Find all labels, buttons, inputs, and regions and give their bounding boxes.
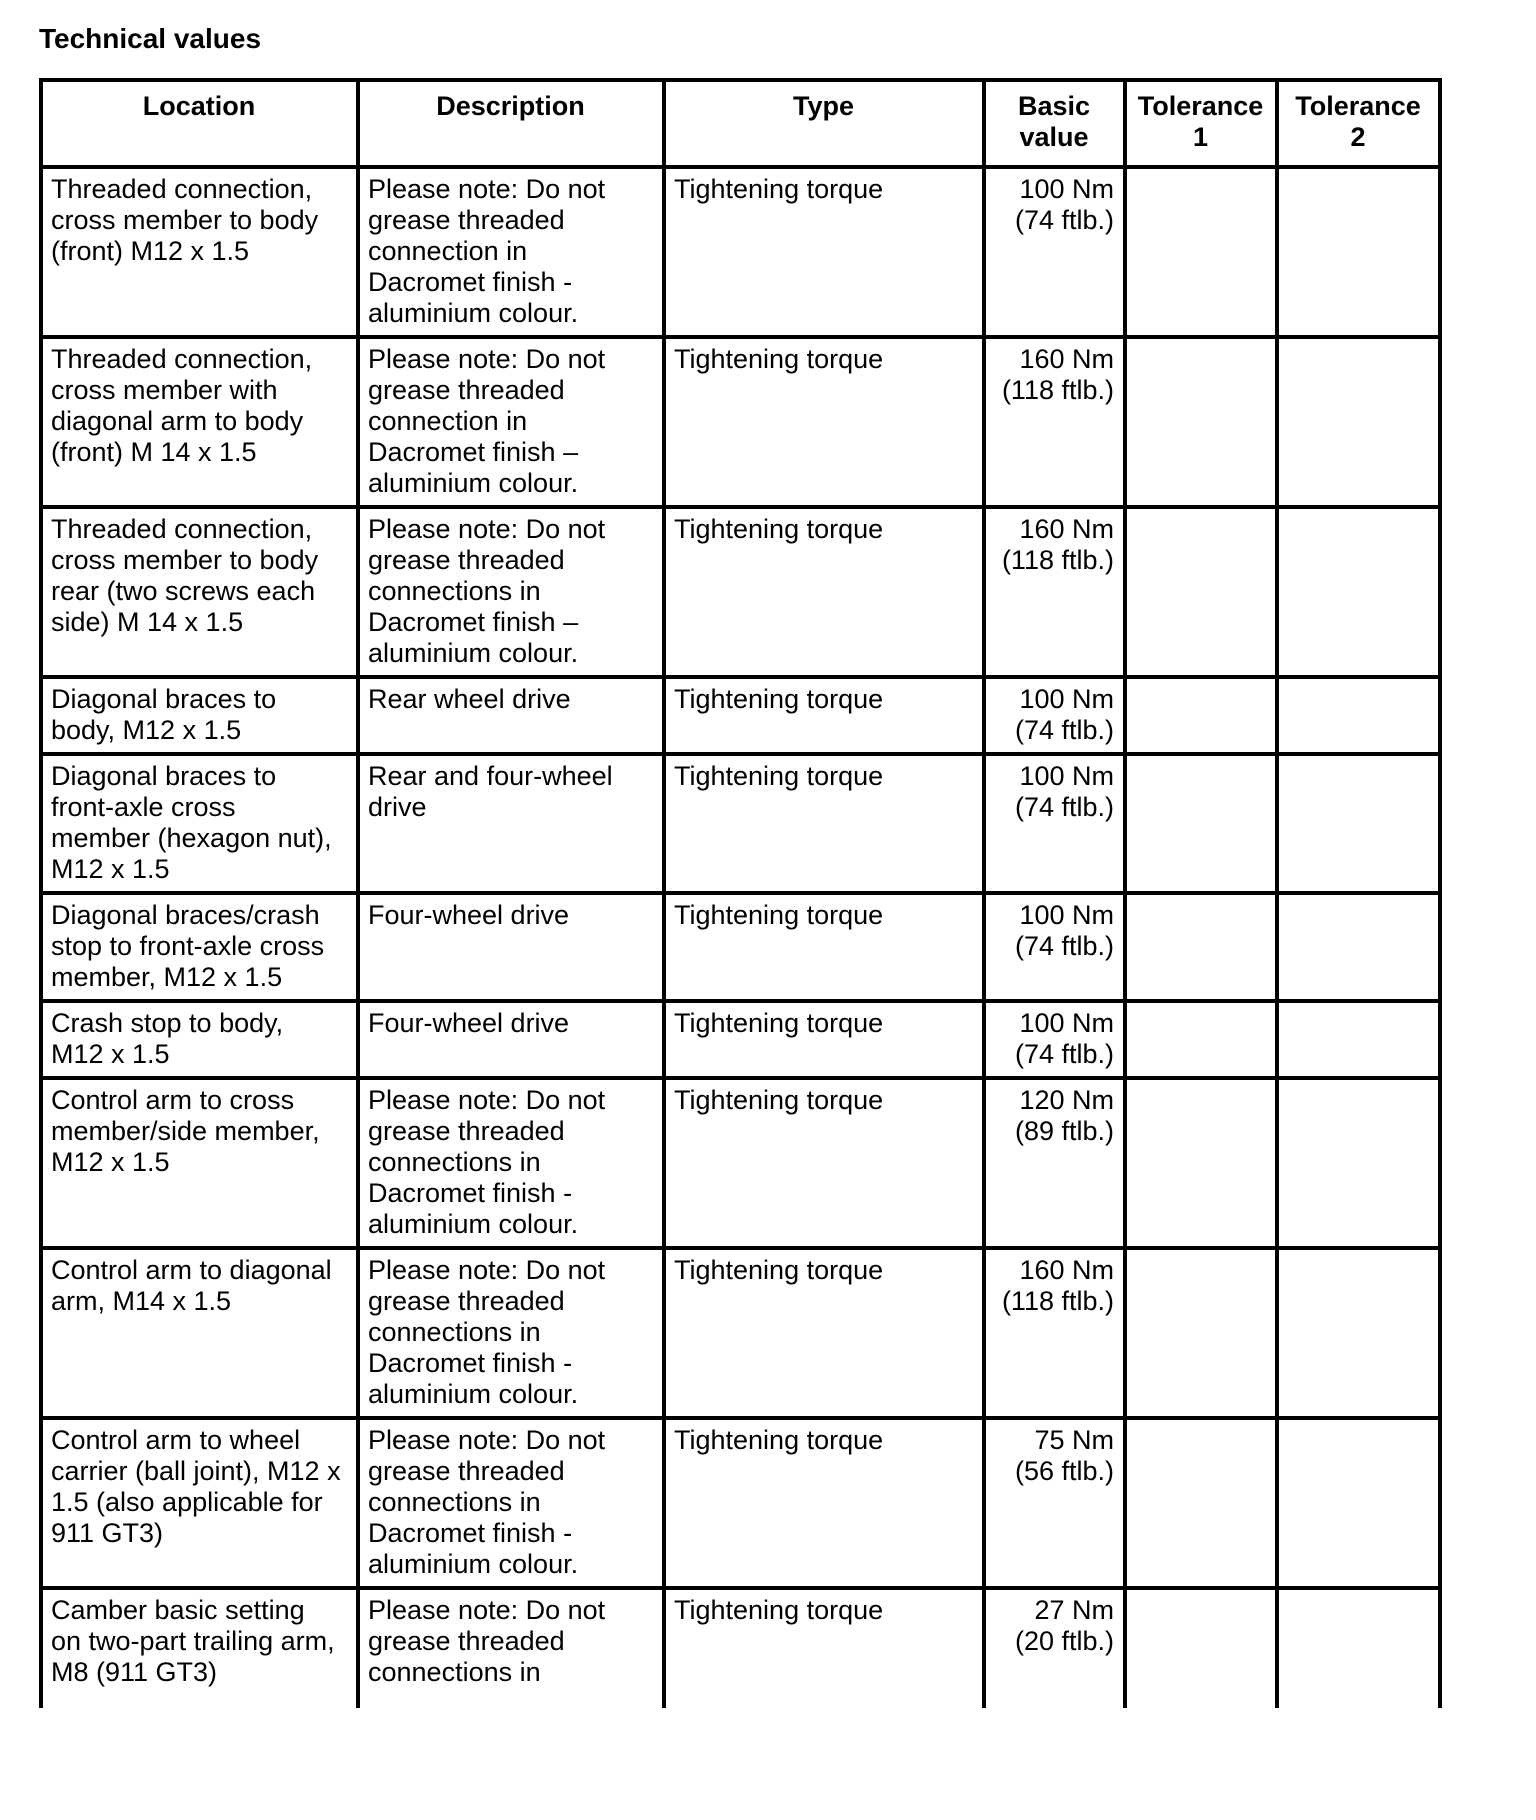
cell-tolerance-2: [1277, 677, 1440, 754]
cell-tolerance-1: [1125, 167, 1277, 337]
table-row: [41, 1418, 1440, 1588]
cell-tolerance-1: [1125, 1418, 1277, 1588]
table-row: [41, 893, 1440, 1001]
cell-tolerance-1: [1125, 677, 1277, 754]
cell-tolerance-1: [1125, 1078, 1277, 1248]
cell-location: Threaded connection, cross member to body rear (two screws each side) M 14 x 1.5: [41, 507, 358, 677]
cell-basic-value: 160 Nm (118 ftlb.): [984, 1248, 1125, 1418]
cell-tolerance-2: [1277, 1588, 1440, 1708]
cell-tolerance-2: [1277, 893, 1440, 1001]
header-location: Location: [41, 80, 358, 167]
cell-tolerance-1: [1125, 1588, 1277, 1708]
cell-description: Rear wheel drive: [358, 677, 664, 754]
table-row: [41, 167, 1440, 337]
cell-location: Diagonal braces/crash stop to front-axle cross member, M12 x 1.5: [41, 893, 358, 1001]
cell-basic-value: 160 Nm (118 ftlb.): [984, 337, 1125, 507]
cell-location: Control arm to cross member/side member, M12 x 1.5: [41, 1078, 358, 1248]
cell-type: Tightening torque: [664, 893, 984, 1001]
table-row: [41, 754, 1440, 893]
table-row: [41, 1248, 1440, 1418]
cell-tolerance-2: [1277, 1418, 1440, 1588]
cell-description: Please note: Do not grease threaded connections in: [358, 1588, 664, 1708]
cell-tolerance-1: [1125, 893, 1277, 1001]
page-title: Technical values: [39, 23, 262, 54]
cell-location: Crash stop to body, M12 x 1.5: [41, 1001, 358, 1078]
cell-type: Tightening torque: [664, 1001, 984, 1078]
cell-type: Tightening torque: [664, 507, 984, 677]
cell-location: Diagonal braces to body, M12 x 1.5: [41, 677, 358, 754]
technical-values-table: [39, 78, 1442, 1708]
cell-location: Threaded connection, cross member to body (front) M12 x 1.5: [41, 167, 358, 337]
table-row: [41, 337, 1440, 507]
cell-type: Tightening torque: [664, 167, 984, 337]
cell-description: Four-wheel drive: [358, 1001, 664, 1078]
table-row: [41, 677, 1440, 754]
cell-description: Please note: Do not grease threaded connection in Dacromet finish – aluminium colour.: [358, 337, 664, 507]
table-body: [41, 167, 1440, 1708]
cell-tolerance-1: [1125, 337, 1277, 507]
cell-tolerance-2: [1277, 1078, 1440, 1248]
table-row: [41, 507, 1440, 677]
cell-tolerance-2: [1277, 337, 1440, 507]
header-type: Type: [664, 80, 984, 167]
cell-basic-value: 100 Nm (74 ftlb.): [984, 677, 1125, 754]
cell-type: Tightening torque: [664, 1588, 984, 1708]
cell-location: Camber basic setting on two-part trailing arm, M8 (911 GT3): [41, 1588, 358, 1708]
cell-tolerance-2: [1277, 1001, 1440, 1078]
cell-type: Tightening torque: [664, 1248, 984, 1418]
cell-location: Threaded connection, cross member with diagonal arm to body (front) M 14 x 1.5: [41, 337, 358, 507]
cell-description: Four-wheel drive: [358, 893, 664, 1001]
cell-location: Control arm to wheel carrier (ball joint), M12 x 1.5 (also applicable for 911 GT3): [41, 1418, 358, 1588]
cell-basic-value: 100 Nm (74 ftlb.): [984, 1001, 1125, 1078]
header-tolerance-1: Tolerance 1: [1125, 80, 1277, 167]
cell-tolerance-2: [1277, 754, 1440, 893]
cell-basic-value: 100 Nm (74 ftlb.): [984, 893, 1125, 1001]
cell-description: Please note: Do not grease threaded connections in Dacromet finish - aluminium colour.: [358, 1248, 664, 1418]
header-tolerance-2: Tolerance 2: [1277, 80, 1440, 167]
cell-tolerance-1: [1125, 1248, 1277, 1418]
cell-location: Control arm to diagonal arm, M14 x 1.5: [41, 1248, 358, 1418]
cell-description: Please note: Do not grease threaded connections in Dacromet finish - aluminium colour.: [358, 1418, 664, 1588]
cell-description: Please note: Do not grease threaded connection in Dacromet finish - aluminium colour.: [358, 167, 664, 337]
cell-type: Tightening torque: [664, 1078, 984, 1248]
cell-basic-value: 100 Nm (74 ftlb.): [984, 167, 1125, 337]
cell-description: Please note: Do not grease threaded connections in Dacromet finish – aluminium colour.: [358, 507, 664, 677]
cell-tolerance-2: [1277, 507, 1440, 677]
cell-basic-value: 160 Nm (118 ftlb.): [984, 507, 1125, 677]
cell-description: Rear and four-wheel drive: [358, 754, 664, 893]
cell-tolerance-2: [1277, 167, 1440, 337]
table-header: [41, 80, 1440, 167]
header-description: Description: [358, 80, 664, 167]
cell-type: Tightening torque: [664, 1418, 984, 1588]
cell-type: Tightening torque: [664, 337, 984, 507]
header-basic-value: Basic value: [984, 80, 1125, 167]
cell-description: Please note: Do not grease threaded connections in Dacromet finish - aluminium colour.: [358, 1078, 664, 1248]
cell-tolerance-1: [1125, 754, 1277, 893]
table-row: [41, 1078, 1440, 1248]
cell-basic-value: 100 Nm (74 ftlb.): [984, 754, 1125, 893]
table-row: [41, 1588, 1440, 1708]
cell-type: Tightening torque: [664, 754, 984, 893]
cell-basic-value: 27 Nm (20 ftlb.): [984, 1588, 1125, 1708]
cell-tolerance-2: [1277, 1248, 1440, 1418]
cell-location: Diagonal braces to front-axle cross member (hexagon nut), M12 x 1.5: [41, 754, 358, 893]
cell-tolerance-1: [1125, 507, 1277, 677]
cell-type: Tightening torque: [664, 677, 984, 754]
cell-basic-value: 120 Nm (89 ftlb.): [984, 1078, 1125, 1248]
cell-tolerance-1: [1125, 1001, 1277, 1078]
cell-basic-value: 75 Nm (56 ftlb.): [984, 1418, 1125, 1588]
header-row: [41, 80, 1440, 167]
table-row: [41, 1001, 1440, 1078]
